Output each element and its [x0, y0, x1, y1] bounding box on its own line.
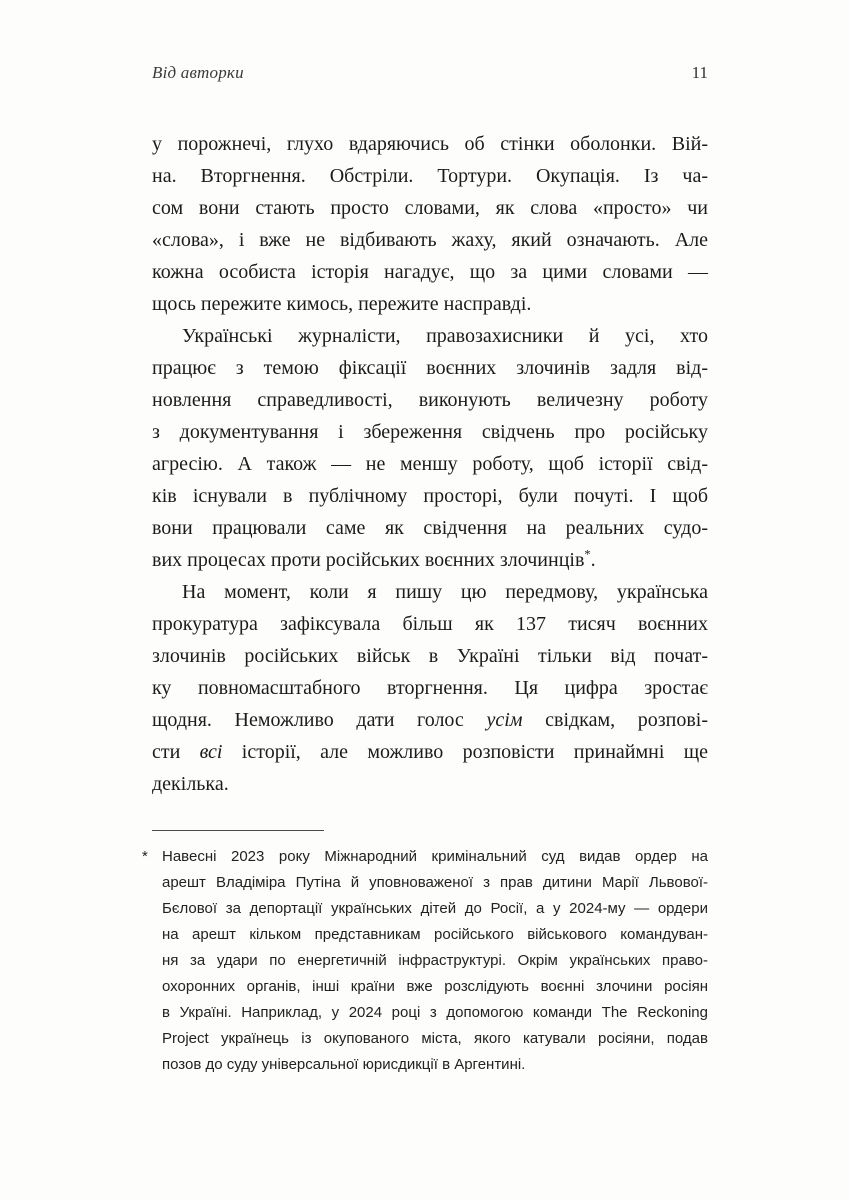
- text-line: [152, 192, 708, 224]
- text-line: [152, 448, 708, 480]
- text-segment: історії, але можливо розповісти принаймні ще: [222, 741, 708, 763]
- footnote: [142, 844, 708, 1078]
- paragraph: [152, 128, 708, 320]
- footnote-marker: *: [142, 848, 148, 865]
- text-segment: щодня. Неможливо дати голос: [152, 709, 487, 731]
- text-segment: .: [590, 549, 596, 571]
- text-line: [152, 384, 708, 416]
- text-line: [152, 672, 708, 704]
- text-line: [152, 576, 708, 608]
- text-segment: у порожнечі, глухо вдаряючись об стінки оболонки. Вій-: [152, 133, 708, 155]
- text-segment: сти: [152, 741, 200, 763]
- text-segment: на. Вторгнення. Обстріли. Тортури. Окупація. Із ча-: [152, 165, 708, 187]
- page-header: [152, 62, 708, 84]
- footnote-line: на арешт кільком представникам російського військового командуван-: [162, 926, 708, 943]
- text-segment: кожна особиста історія нагадує, що за цими словами —: [152, 261, 708, 283]
- text-segment: прокуратура зафіксувала більш як 137 тисяч воєнних: [152, 613, 708, 635]
- footnote-line: Бєлової за депортації українських дітей до Росії, а у 2024-му — ордери: [162, 900, 708, 917]
- text-line: [152, 320, 708, 352]
- text-segment: «слова», і вже не відбивають жаху, який означають. Але: [152, 229, 708, 251]
- text-segment: На момент, коли я пишу цю передмову, українська: [182, 581, 708, 603]
- text-line: [152, 416, 708, 448]
- text-segment: вих процесах проти російських воєнних злочинців: [152, 549, 585, 571]
- text-segment: новлення справедливості, виконують величезну роботу: [152, 389, 708, 411]
- footnote-line: позов до суду універсальної юрисдикції в Аргентині.: [162, 1056, 526, 1073]
- text-line: [152, 288, 708, 320]
- text-line: [152, 768, 708, 800]
- footnote-line: Навесні 2023 року Міжнародний кримінальний суд видав ордер на: [162, 848, 708, 865]
- footnote-line: Project українець із окупованого міста, якого катували росіяни, подав: [162, 1030, 708, 1047]
- text-line: [152, 544, 708, 576]
- text-segment: сом вони стають просто словами, як слова «просто» чи: [152, 197, 708, 219]
- text-line: [152, 512, 708, 544]
- text-line: [152, 640, 708, 672]
- text-line: [152, 160, 708, 192]
- text-segment: злочинів російських військ в Україні тільки від почат-: [152, 645, 708, 667]
- footnote-line: ня за удари по енергетичній інфраструктурі. Окрім українських право-: [162, 952, 708, 969]
- footnote-line: арешт Владіміра Путіна й уповноваженої з прав дитини Марії Львової-: [162, 874, 708, 891]
- paragraph: [152, 320, 708, 576]
- footnote-line: в Україні. Наприклад, у 2024 році з допомогою команди The Reckoning: [162, 1004, 708, 1021]
- footnote-text: [162, 844, 708, 1078]
- text-segment: агресію. А також — не меншу роботу, щоб історії свід-: [152, 453, 708, 475]
- text-segment: ків існували в публічному просторі, були почуті. І щоб: [152, 485, 708, 507]
- text-line: [152, 256, 708, 288]
- text-line: [152, 704, 708, 736]
- text-segment: працює з темою фіксації воєнних злочинів задля від-: [152, 357, 708, 379]
- text-line: [152, 352, 708, 384]
- emphasized-text: усім: [486, 709, 523, 731]
- text-line: [152, 736, 708, 768]
- page-number: 11: [691, 63, 708, 82]
- footnote-reference-marker: *: [584, 547, 591, 562]
- text-line: [152, 480, 708, 512]
- text-segment: свідкам, розпові-: [522, 709, 709, 731]
- emphasized-text: всі: [199, 741, 223, 763]
- text-segment: декілька.: [152, 773, 229, 795]
- body-text: [152, 128, 708, 800]
- text-segment: ку повномасштабного вторгнення. Ця цифра зростає: [152, 677, 708, 699]
- text-segment: Українські журналісти, правозахисники й усі, хто: [182, 325, 708, 347]
- text-segment: щось пережите кимось, пережите насправді.: [152, 293, 532, 315]
- text-line: [152, 608, 708, 640]
- text-line: [152, 128, 708, 160]
- running-header: Від авторки: [152, 63, 244, 82]
- footnote-line: охоронних органів, інші країни вже розслідують воєнні злочини росіян: [162, 978, 708, 995]
- paragraph: [152, 576, 708, 800]
- text-line: [152, 224, 708, 256]
- text-segment: з документування і збереження свідчень про російську: [152, 421, 708, 443]
- footnote-separator: [152, 830, 324, 831]
- text-segment: вони працювали саме як свідчення на реальних судо-: [152, 517, 708, 539]
